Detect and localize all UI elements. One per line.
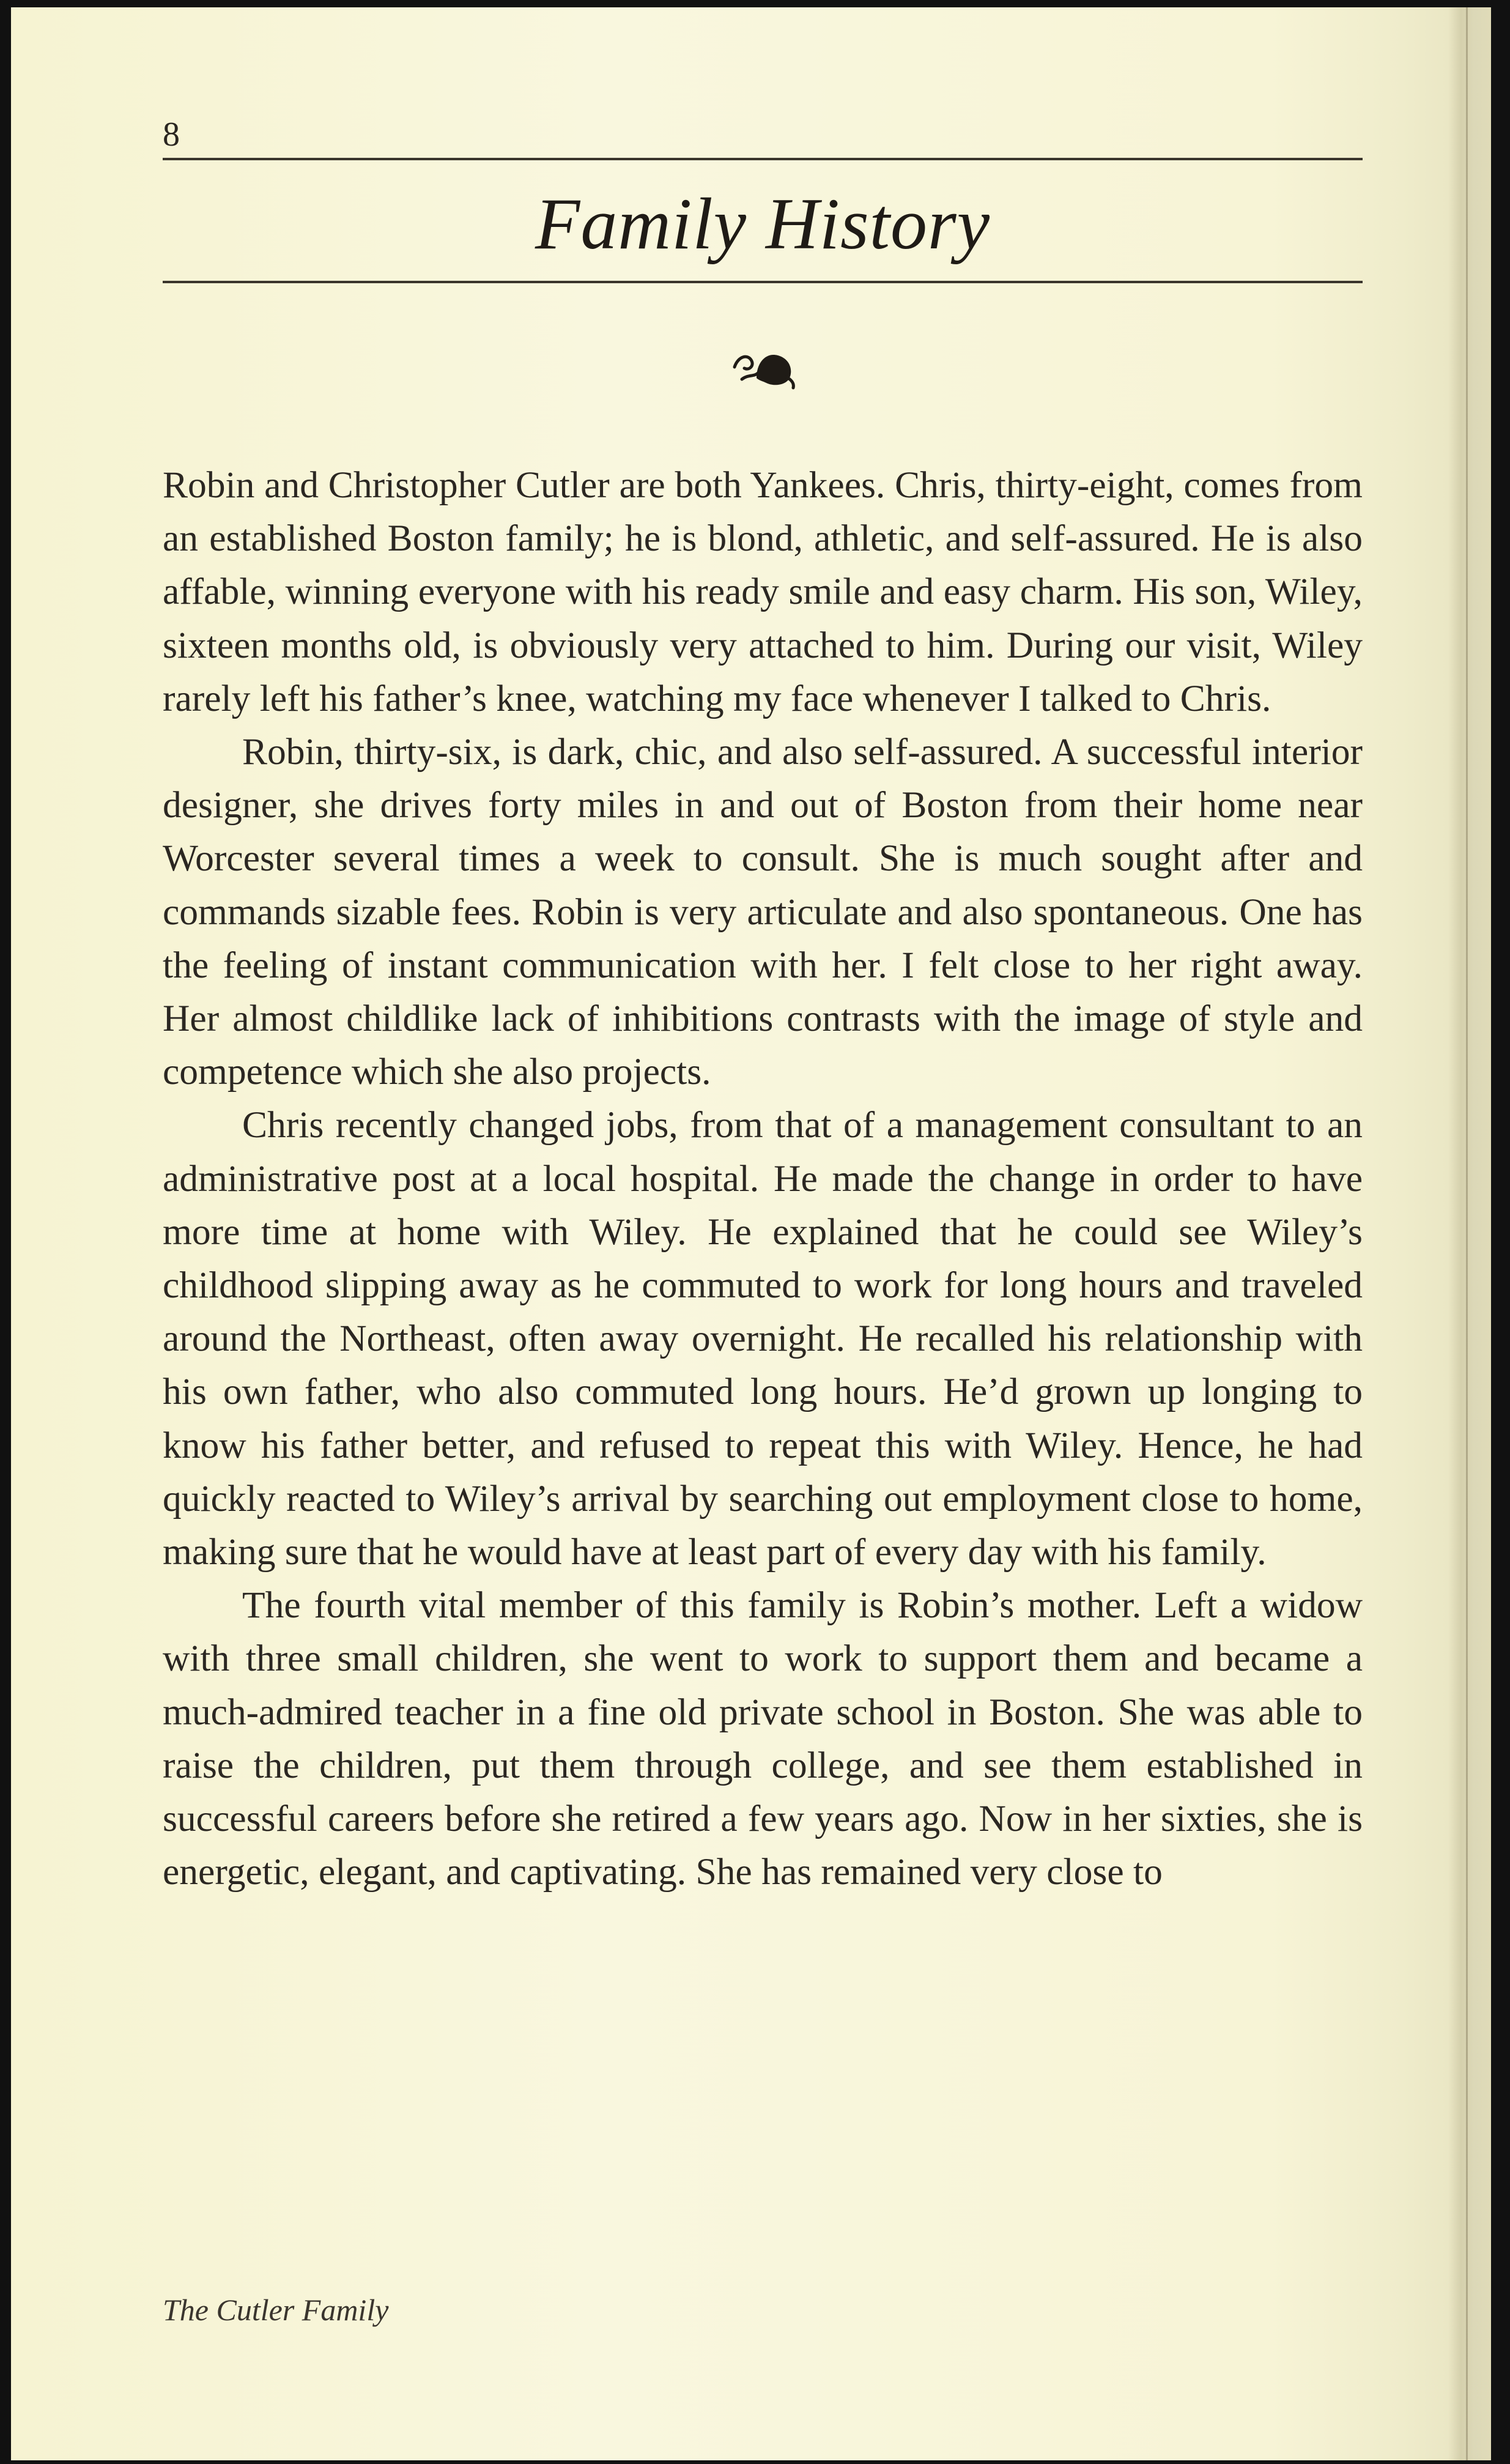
header-rule-top <box>163 158 1363 160</box>
paragraph: Robin, thirty-six, is dark, chic, and also self-assured. A successful interior designer, she drives forty miles in and out of Boston from their home near Worcester several times a week to consult. She is much sought after and commands sizable fees. Robin is very articulate and also spontaneous. One has the feeling of instant communication with her. I felt close to her right away. Her almost childlike lack of inhibitions contrasts with the image of style and competence which she also projects. <box>163 731 1363 1093</box>
body-text <box>163 459 1363 1899</box>
book-page <box>11 7 1491 2460</box>
header-rule-bottom <box>163 281 1363 283</box>
paragraph: Chris recently changed jobs, from that of a management consultant to an administrative post at a local hospital. He made the change in order to have more time at home with Wiley. He explained that he could see Wiley’s childhood slipping away as he commuted to work for long hours and traveled around the Northeast, often away overnight. He recalled his relationship with his own father, who also commuted long hours. He’d grown up longing to know his father better, and refused to repeat this with Wiley. Hence, he had quickly reacted to Wiley’s arrival by searching out employment close to home, making sure that he would have at least part of every day with his family. <box>163 1104 1363 1573</box>
gutter-shadow-line <box>1466 7 1468 2460</box>
paragraph: The fourth vital member of this family is Robin’s mother. Left a widow with three small children, she went to work to support them and became a much-admired teacher in a fine old private school in Boston. She was able to raise the children, put them through college, and see them established in successful careers before she retired a few years ago. Now in her sixties, she is energetic, elegant, and captivating. She has remained very close to <box>163 1584 1363 1893</box>
fleuron-icon <box>730 343 797 391</box>
running-footer: The Cutler Family <box>163 2293 389 2327</box>
page-number: 8 <box>163 116 180 154</box>
chapter-title: Family History <box>535 183 990 264</box>
paragraph: Robin and Christopher Cutler are both Yankees. Chris, thirty-eight, comes from an established Boston family; he is blond, athletic, and self-assured. He is also affable, winning everyone with his ready smile and easy charm. His son, Wiley, sixteen months old, is obviously very attached to him. During our visit, Wiley rarely left his father’s knee, watching my face whenever I talked to Chris. <box>163 464 1363 719</box>
page-gutter <box>1448 7 1491 2460</box>
